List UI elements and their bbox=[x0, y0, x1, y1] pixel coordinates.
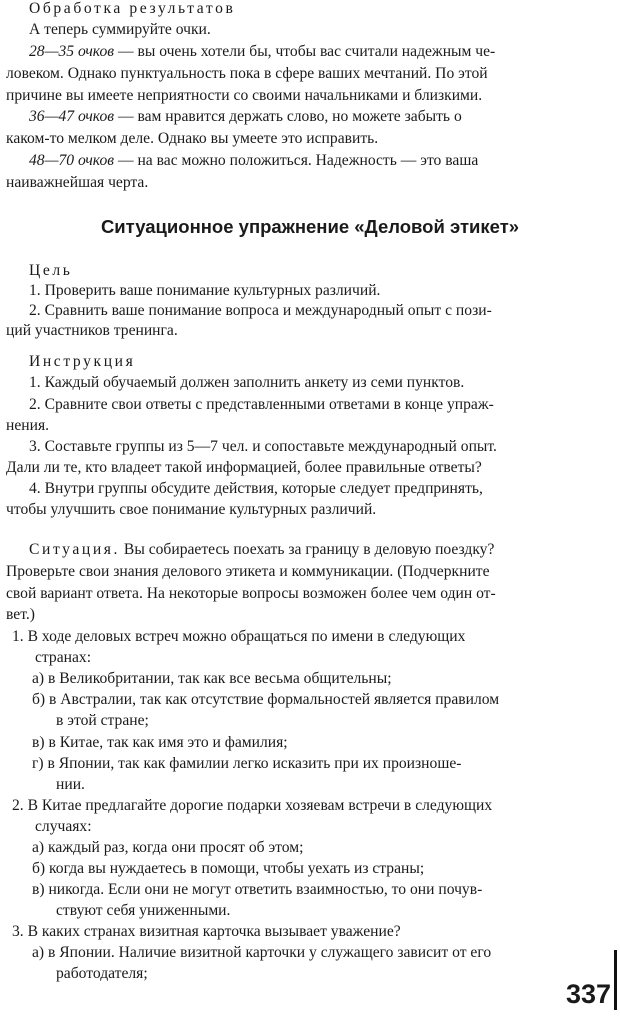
answer-option: а) в Великобритании, так как все весьма общительны; bbox=[32, 670, 392, 687]
range-2-label: 36—47 очков bbox=[29, 108, 115, 125]
answer-option: а) в Японии. Наличие визитной карточки у служащего зависит от его bbox=[32, 944, 492, 961]
scoring-range-3 bbox=[29, 150, 607, 172]
instruction-line: 4. Внутри группы обсудите действия, которые следует предпринять, bbox=[29, 480, 483, 497]
page-number: 337 bbox=[565, 979, 611, 1009]
instruction-line: Дали ли те, кто владеет такой информацией, более правильные ответы? bbox=[6, 459, 482, 476]
instruction-line: чтобы улучшить свое понимание культурных различий. bbox=[6, 501, 377, 518]
range-3-text: — на вас можно положиться. Надежность — это ваша bbox=[114, 152, 479, 169]
answer-option-cont: в этой стране; bbox=[56, 712, 149, 729]
answer-option: а) каждый раз, когда они просят об этом; bbox=[32, 839, 304, 856]
goal-line: ций участников тренинга. bbox=[6, 322, 178, 339]
situation-line: Проверьте свои знания делового этикета и коммуникации. (Подчеркните bbox=[6, 563, 490, 580]
situation-label: Ситуация. bbox=[29, 541, 121, 558]
scoring-range-1-cont-1: ловеком. Однако пунктуальность пока в сфере ваших мечтаний. По этой bbox=[6, 65, 488, 82]
answer-option-cont: ствуют себя униженными. bbox=[56, 902, 231, 919]
answer-option: г) в Японии, так как фамилии легко исказить при их произноше- bbox=[32, 755, 462, 772]
scoring-intro: А теперь суммируйте очки. bbox=[29, 21, 211, 38]
exercise-title: Ситуационное упражнение «Деловой этикет» bbox=[100, 216, 520, 237]
question-line: 2. В Китае предлагайте дорогие подарки хозяевам встречи в следующих bbox=[12, 797, 493, 814]
answer-option: в) в Китае, так как имя это и фамилия; bbox=[32, 734, 288, 751]
scoring-range-1 bbox=[29, 41, 607, 63]
range-3-label: 48—70 очков bbox=[29, 152, 115, 169]
situation-line: вет.) bbox=[6, 606, 35, 623]
instruction-line: 3. Составьте группы из 5—7 чел. и сопоставьте международный опыт. bbox=[29, 438, 497, 455]
instruction-heading: Инструкция bbox=[29, 353, 136, 370]
scoring-range-2-cont: каком-то мелком деле. Однако вы умеете это исправить. bbox=[6, 130, 379, 147]
range-1-label: 28—35 очков bbox=[29, 43, 115, 60]
situation-line bbox=[29, 539, 494, 561]
range-2-text: — вам нравится держать слово, но можете забыть о bbox=[114, 108, 462, 125]
instruction-line: 1. Каждый обучаемый должен заполнить анкету из семи пунктов. bbox=[29, 374, 465, 391]
instruction-line: 2. Сравните свои ответы с представленными ответами в конце упраж- bbox=[29, 396, 494, 413]
scoring-range-1-cont-2: причине вы имеете неприятности со своими начальниками и близкими. bbox=[6, 87, 483, 104]
answer-option: в) никогда. Если они не могут ответить взаимностью, то они почув- bbox=[32, 881, 483, 898]
range-1-text: — вы очень хотели бы, чтобы вас считали надежным че- bbox=[114, 43, 496, 60]
scoring-range-2 bbox=[29, 106, 607, 128]
answer-option-cont: нии. bbox=[56, 776, 85, 793]
situation-text: Вы собираетесь поехать за границу в деловую поездку? bbox=[120, 541, 495, 558]
scoring-range-3-cont: наиважнейшая черта. bbox=[6, 174, 149, 191]
question-line: случаях: bbox=[35, 818, 92, 835]
goal-line: 2. Сравнить ваше понимание вопроса и международный опыт с пози- bbox=[29, 302, 492, 319]
answer-option: б) в Австралии, так как отсутствие формальностей является правилом bbox=[32, 691, 500, 708]
page-edge-rule bbox=[614, 950, 617, 1010]
question-line: 3. В каких странах визитная карточка вызывает уважение? bbox=[12, 923, 401, 940]
situation-line: свой вариант ответа. На некоторые вопросы возможен более чем один от- bbox=[6, 585, 496, 602]
answer-option: б) когда вы нуждаетесь в помощи, чтобы уехать из страны; bbox=[32, 860, 425, 877]
goal-line: 1. Проверить ваше понимание культурных различий. bbox=[29, 282, 381, 299]
question-line: странах: bbox=[35, 649, 92, 666]
instruction-line: нения. bbox=[6, 417, 50, 434]
answer-option-cont: работодателя; bbox=[56, 965, 148, 982]
goal-heading: Цель bbox=[29, 262, 73, 279]
question-line: 1. В ходе деловых встреч можно обращаться по имени в следующих bbox=[12, 628, 466, 645]
scoring-heading: Обработка результатов bbox=[29, 0, 236, 17]
